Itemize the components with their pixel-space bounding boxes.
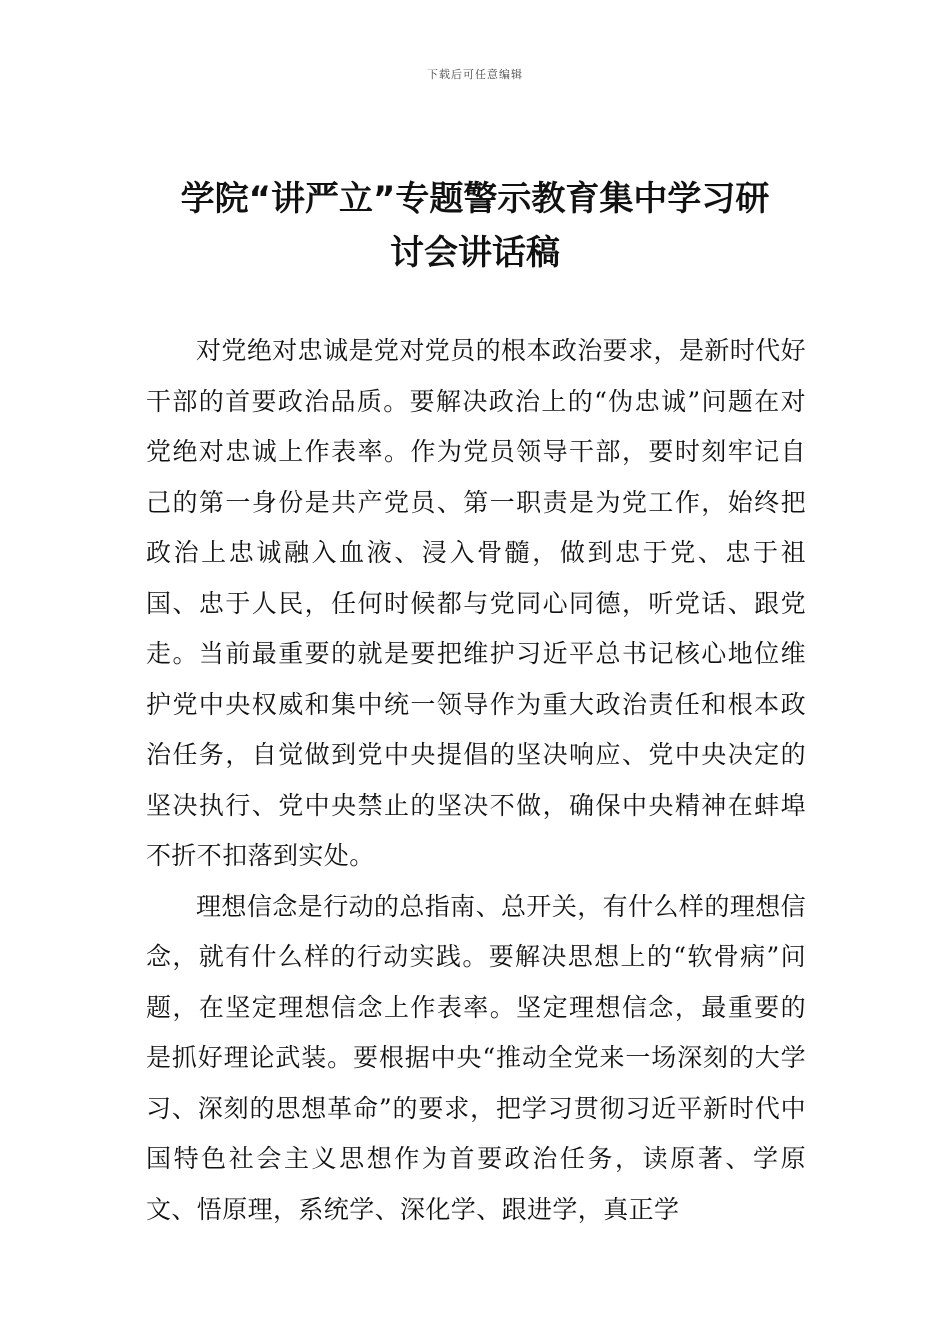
title-line-1: 学院“讲严立”专题警示教育集中学习研	[180, 179, 770, 219]
title-line-2: 讨会讲话稿	[390, 233, 560, 273]
paragraph: 理想信念是行动的总指南、总开关，有什么样的理想信念，就有什么样的行动实践。要解决思想上的“软骨病”问题，在坚定理想信念上作表率。坚定理想信念，最重要的是抓好理论武装。要根据中央“推动全党来一场深刻的大学习、深刻的思想革命”的要求，把学习贯彻习近平新时代中国特色社会主义思想作为首要政治任务，读原著、学原文、悟原理，系统学、深化学、跟进学，真正学	[146, 891, 806, 1224]
paragraph: 对党绝对忠诚是党对党员的根本政治要求，是新时代好干部的首要政治品质。要解决政治上的“伪忠诚”问题在对党绝对忠诚上作表率。作为党员领导干部，要时刻牢记自己的第一身份是共产党员、第一职责是为党工作，始终把政治上忠诚融入血液、浸入骨髓，做到忠于党、忠于祖国、忠于人民，任何时候都与党同心同德，听党话、跟党走。当前最重要的就是要把维护习近平总书记核心地位维护党中央权威和集中统一领导作为重大政治责任和根本政治任务，自觉做到党中央提倡的坚决响应、党中央决定的坚决执行、党中央禁止的坚决不做，确保中央精神在蚌埠不折不扣落到实处。	[146, 336, 806, 870]
page-title	[150, 172, 800, 280]
header-note: 下载后可任意编辑	[427, 68, 523, 81]
document-body	[146, 326, 806, 1235]
